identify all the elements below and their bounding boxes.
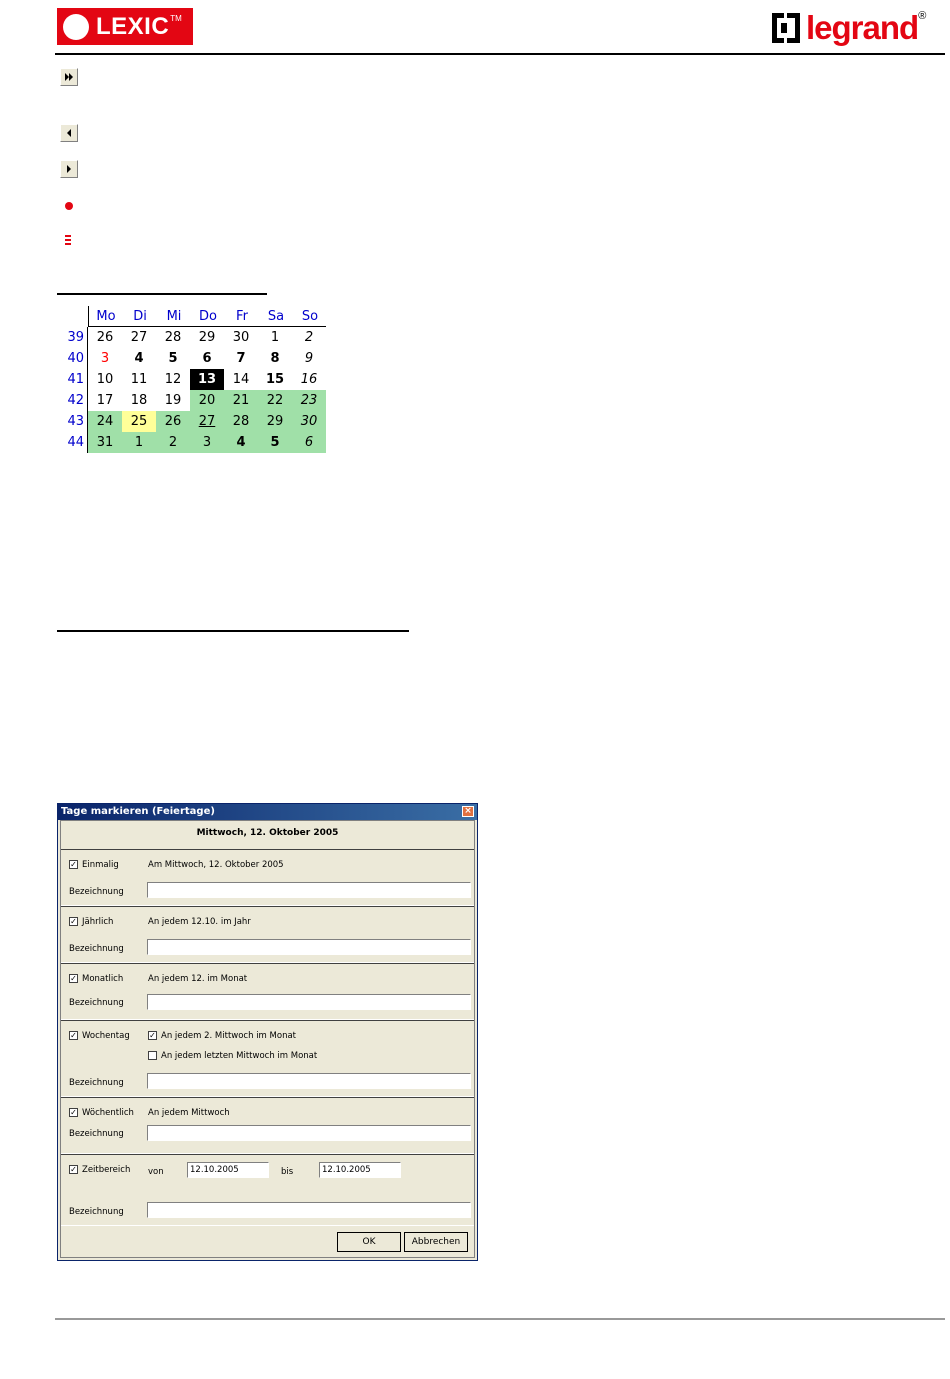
calendar-day-marked[interactable]: 2	[156, 432, 190, 453]
week-number: 41	[57, 369, 88, 390]
previous-button[interactable]	[60, 124, 78, 142]
previous-icon	[66, 129, 72, 137]
jaehrlich-description: An jedem 12.10. im Jahr	[148, 917, 251, 927]
calendar-day[interactable]: 26	[96, 330, 114, 345]
dialog-title: Tage markieren (Feiertage)	[61, 806, 215, 817]
dialog-titlebar	[58, 804, 477, 820]
calendar-day-marked[interactable]: 24	[88, 411, 122, 432]
zeitbereich-bis-label: bis	[281, 1167, 294, 1177]
fast-forward-icon	[64, 73, 74, 81]
calendar-week-row	[57, 432, 327, 453]
wochentag-bezeichnung-input[interactable]	[147, 1073, 471, 1089]
calendar-week-row	[57, 411, 327, 432]
mark-days-dialog	[57, 803, 478, 1261]
calendar-day-marked[interactable]: 30	[292, 411, 326, 432]
wochentag-option1-label: An jedem 2. Mittwoch im Monat	[161, 1031, 296, 1041]
calendar-week-row	[57, 369, 327, 390]
week-number: 44	[57, 432, 88, 453]
calendar-day[interactable]: 2	[304, 330, 314, 345]
einmalig-bezeichnung-label: Bezeichnung	[69, 887, 124, 897]
calendar-header-row	[57, 306, 327, 327]
calendar-day-marked[interactable]: 28	[224, 411, 258, 432]
calendar-day[interactable]: 7	[236, 351, 246, 366]
woechentlich-checkbox[interactable]: ✓	[70, 1108, 77, 1117]
einmalig-checkbox[interactable]: ✓	[70, 860, 77, 869]
day-name: Fr	[236, 309, 248, 324]
zeitbereich-bezeichnung-label: Bezeichnung	[69, 1207, 124, 1217]
calendar	[57, 306, 327, 453]
einmalig-description: Am Mittwoch, 12. Oktober 2005	[148, 860, 284, 870]
calendar-day-marked[interactable]: 21	[224, 390, 258, 411]
monatlich-description: An jedem 12. im Monat	[148, 974, 248, 984]
fast-forward-button[interactable]	[60, 68, 78, 86]
section-woechentlich	[61, 1097, 474, 1154]
wochentag-bezeichnung-label: Bezeichnung	[69, 1078, 124, 1088]
wochentag-checkbox[interactable]: ✓	[70, 1031, 77, 1040]
zeitbereich-checkbox[interactable]: ✓	[70, 1165, 77, 1174]
legrand-logo-text: legrand	[806, 9, 919, 46]
zeitbereich-von-label: von	[148, 1167, 164, 1177]
monatlich-label: Monatlich	[82, 974, 124, 984]
section-einmalig	[61, 849, 474, 906]
legrand-mark-icon	[770, 11, 802, 45]
day-name: Di	[133, 309, 147, 324]
calendar-day[interactable]: 6	[202, 351, 212, 366]
calendar-day[interactable]: 10	[96, 372, 114, 387]
calendar-day[interactable]: 28	[164, 330, 182, 345]
list-button[interactable]	[60, 231, 78, 249]
zeitbereich-von-input[interactable]: 12.10.2005	[187, 1162, 269, 1178]
day-name: So	[301, 309, 319, 324]
legrand-logo	[770, 6, 926, 50]
calendar-day-marked[interactable]: 3	[190, 432, 224, 453]
day-name: Sa	[267, 309, 285, 324]
calendar-week-row	[57, 327, 327, 348]
einmalig-bezeichnung-input[interactable]	[147, 882, 471, 898]
calendar-day[interactable]: 30	[232, 330, 250, 345]
woechentlich-bezeichnung-label: Bezeichnung	[69, 1129, 124, 1139]
monatlich-bezeichnung-input[interactable]	[147, 994, 471, 1010]
calendar-day[interactable]: 16	[300, 372, 318, 387]
record-button[interactable]	[60, 197, 78, 215]
calendar-day-marked[interactable]: 22	[258, 390, 292, 411]
calendar-day-marked[interactable]: 29	[258, 411, 292, 432]
calendar-day-marked[interactable]: 5	[258, 432, 292, 453]
day-name: Mi	[166, 309, 182, 324]
section-zeitbereich	[61, 1154, 474, 1226]
monatlich-bezeichnung-label: Bezeichnung	[69, 998, 124, 1008]
einmalig-label: Einmalig	[82, 860, 119, 870]
jaehrlich-checkbox[interactable]: ✓	[70, 917, 77, 926]
jaehrlich-bezeichnung-input[interactable]	[147, 939, 471, 955]
week-number: 42	[57, 390, 88, 411]
week-number: 40	[57, 348, 88, 369]
lexic-logo-text: LEXIC	[96, 12, 170, 40]
next-button[interactable]	[60, 160, 78, 178]
calendar-day[interactable]: 29	[198, 330, 216, 345]
calendar-day[interactable]: 8	[270, 351, 280, 366]
cancel-button[interactable]: Abbrechen	[404, 1232, 468, 1252]
calendar-day[interactable]: 1	[270, 330, 280, 345]
header-rule	[55, 53, 945, 55]
record-dot-icon	[60, 197, 78, 215]
legrand-logo-reg: ®	[918, 10, 927, 22]
wochentag-label: Wochentag	[82, 1031, 130, 1041]
dialog-body	[60, 820, 475, 1258]
lexic-logo-tm: TM	[170, 14, 182, 23]
calendar-week-row	[57, 390, 327, 411]
calendar-day[interactable]: 15	[265, 372, 285, 387]
dialog-date-heading: Mittwoch, 12. Oktober 2005	[196, 828, 339, 838]
footer-rule	[55, 1318, 945, 1320]
section-jaehrlich	[61, 906, 474, 963]
zeitbereich-bezeichnung-input[interactable]	[147, 1202, 471, 1218]
day-name: Do	[199, 309, 217, 324]
calendar-day-marked[interactable]: 6	[292, 432, 326, 453]
woechentlich-description: An jedem Mittwoch	[148, 1108, 230, 1118]
section-monatlich	[61, 963, 474, 1020]
close-icon[interactable]: ×	[462, 806, 474, 817]
calendar-day-marked[interactable]: 31	[88, 432, 122, 453]
calendar-day[interactable]: 11	[130, 372, 148, 387]
calendar-day-marked[interactable]: 27	[190, 411, 224, 432]
calendar-week-row	[57, 348, 327, 369]
calendar-day[interactable]: 9	[304, 351, 314, 366]
jaehrlich-label: Jährlich	[82, 917, 114, 927]
calendar-day-marked[interactable]: 4	[224, 432, 258, 453]
woechentlich-bezeichnung-input[interactable]	[147, 1125, 471, 1141]
calendar-day-marked[interactable]: 23	[292, 390, 326, 411]
calendar-day-marked[interactable]: 20	[190, 390, 224, 411]
zeitbereich-bis-input[interactable]: 12.10.2005	[319, 1162, 401, 1178]
calendar-day[interactable]: 5	[168, 351, 178, 366]
ok-button[interactable]: OK	[337, 1232, 401, 1252]
section-wochentag	[61, 1020, 474, 1097]
section-rule-1	[57, 293, 267, 295]
calendar-day[interactable]: 18	[130, 393, 148, 408]
section-rule-2	[57, 630, 409, 632]
next-icon	[66, 165, 72, 173]
calendar-day[interactable]: 27	[130, 330, 148, 345]
zeitbereich-label: Zeitbereich	[82, 1165, 131, 1175]
calendar-day-highlight[interactable]: 25	[122, 411, 156, 432]
calendar-day-marked[interactable]: 1	[122, 432, 156, 453]
jaehrlich-bezeichnung-label: Bezeichnung	[69, 944, 124, 954]
lexic-logo-circle	[63, 14, 89, 40]
lexic-logo	[57, 8, 193, 45]
wochentag-option2-label: An jedem letzten Mittwoch im Monat	[161, 1051, 318, 1061]
calendar-day[interactable]: 17	[96, 393, 114, 408]
list-lines-icon	[60, 231, 78, 249]
wochentag-option2-checkbox[interactable]	[148, 1051, 157, 1060]
calendar-day[interactable]: 3	[100, 351, 110, 366]
wochentag-option1-checkbox[interactable]: ✓	[149, 1031, 156, 1040]
monatlich-checkbox[interactable]: ✓	[70, 974, 77, 983]
calendar-day[interactable]: 14	[232, 372, 250, 387]
calendar-day[interactable]: 4	[134, 351, 144, 366]
calendar-day[interactable]: 19	[164, 393, 182, 408]
woechentlich-label: Wöchentlich	[82, 1108, 134, 1118]
calendar-day[interactable]: 12	[164, 372, 182, 387]
calendar-day-marked[interactable]: 26	[156, 411, 190, 432]
day-name: Mo	[96, 309, 116, 324]
week-number: 43	[57, 411, 88, 432]
calendar-day-selected[interactable]: 13	[190, 369, 224, 390]
week-number: 39	[57, 327, 88, 348]
